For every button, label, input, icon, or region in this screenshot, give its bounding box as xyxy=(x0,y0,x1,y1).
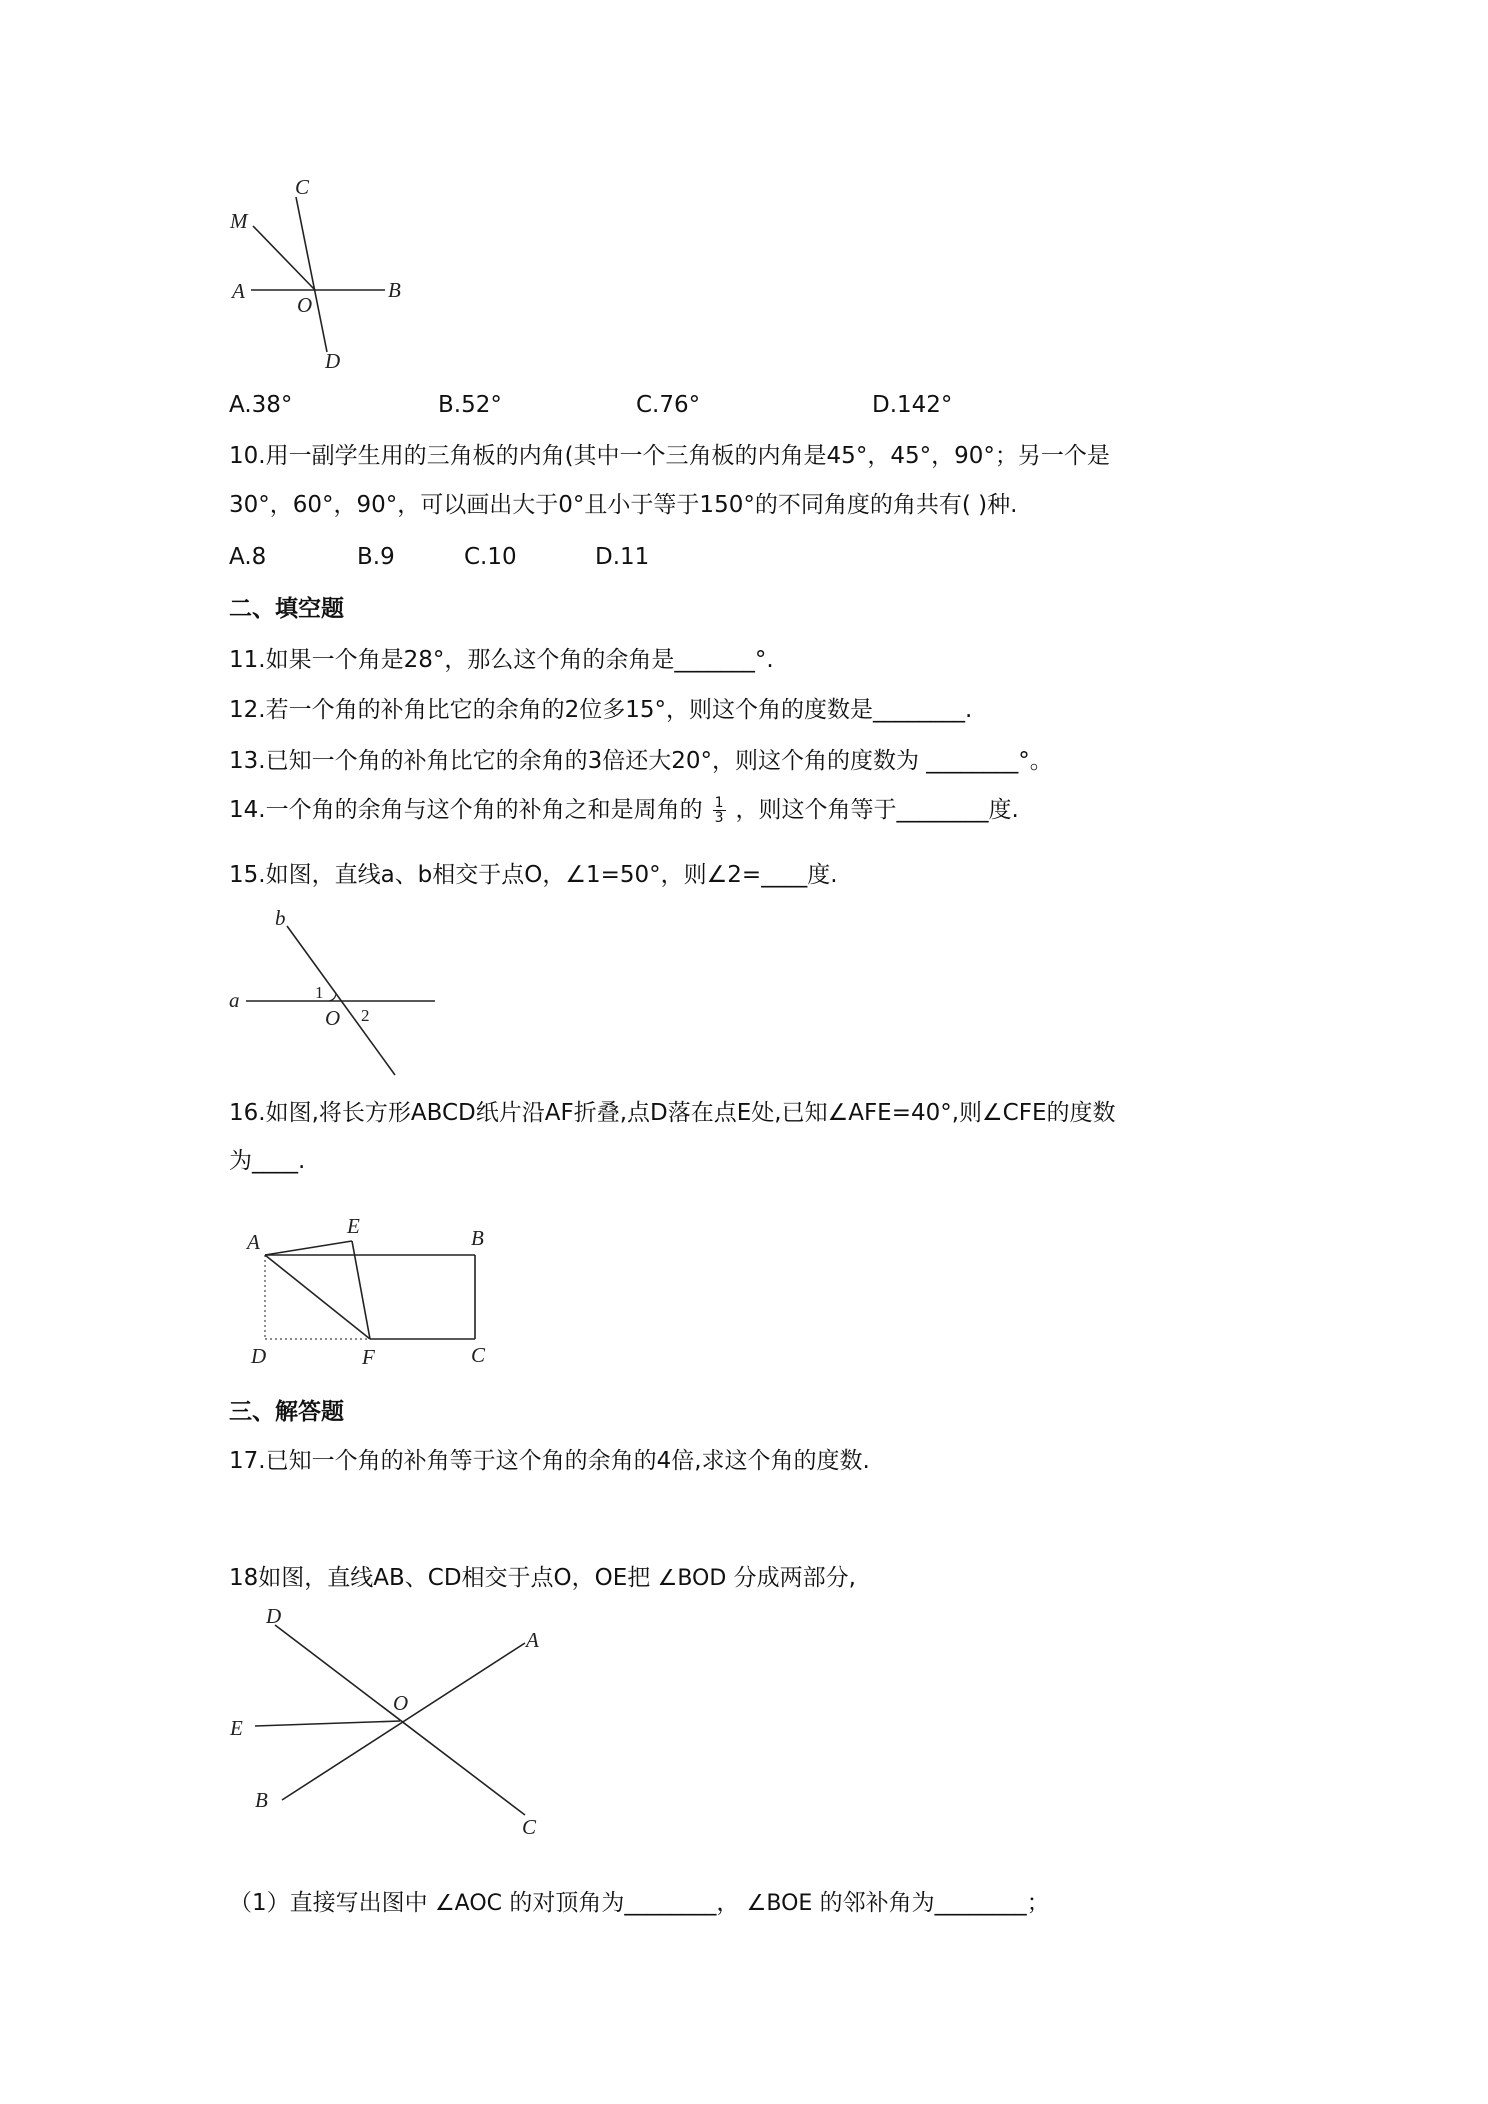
label-m: M xyxy=(230,209,248,233)
q10-line2: 30°，60°，90°，可以画出大于0°且小于等于150°的不同角度的角共有( )种. xyxy=(229,492,1018,518)
angle-bod-symbol: ∠BOD xyxy=(657,1566,727,1591)
label-c: C xyxy=(471,1343,486,1367)
q9-option-c: C.76° xyxy=(636,392,701,418)
q16-line1: 16.如图,将长方形ABCD纸片沿AF折叠,点D落在点E处,已知∠AFE=40°,则∠CFE的度数 xyxy=(229,1100,1116,1126)
label-b: B xyxy=(388,278,401,302)
figure-intersecting-lines-q18 xyxy=(225,1605,565,1840)
q10-option-c: C.10 xyxy=(464,544,517,570)
label-b: B xyxy=(471,1226,484,1250)
section-fill-in-title: 二、填空题 xyxy=(229,595,344,622)
label-o: O xyxy=(325,1006,341,1030)
q10-line1: 10.用一副学生用的三角板的内角(其中一个三角板的内角是45°，45°，90°；另一个是 xyxy=(229,443,1110,469)
label-b: b xyxy=(275,906,286,930)
q18-1-text-2: 的对顶角为________， xyxy=(509,1890,740,1916)
question-15: 15.如图，直线a、b相交于点O，∠1=50°，则∠2=____度. xyxy=(229,862,838,888)
angle-boe-symbol: ∠BOE xyxy=(746,1891,813,1916)
q10-option-a: A.8 xyxy=(229,544,267,570)
label-o: O xyxy=(393,1691,409,1715)
q16-line2: 为____. xyxy=(229,1148,306,1174)
fraction-denominator: 3 xyxy=(714,810,724,826)
label-a: A xyxy=(247,1230,260,1254)
question-18 xyxy=(229,1563,856,1594)
label-angle-1: 1 xyxy=(315,983,324,1002)
figure-intersecting-lines-q15 xyxy=(225,905,450,1080)
figure-angle-q9 xyxy=(225,172,425,377)
label-d: D xyxy=(325,349,341,373)
q18-1-text-3: 的邻补角为________； xyxy=(819,1890,1050,1916)
question-11: 11.如果一个角是28°，那么这个角的余角是_______°. xyxy=(229,647,774,673)
label-f: F xyxy=(362,1345,375,1369)
q18-text-after: 分成两部分, xyxy=(733,1565,856,1591)
q9-option-a: A.38° xyxy=(229,392,293,418)
question-17: 17.已知一个角的补角等于这个角的余角的4倍,求这个角的度数. xyxy=(229,1448,870,1474)
label-d: D xyxy=(251,1344,267,1368)
q14-text-before: 14.一个角的余角与这个角的补角之和是周角的 xyxy=(229,797,703,823)
q18-text-before: 18如图，直线AB、CD相交于点O，OE把 xyxy=(229,1565,651,1591)
label-a: a xyxy=(229,988,240,1012)
q18-1-text-1: （1）直接写出图中 xyxy=(229,1890,428,1916)
angle-aoc-symbol: ∠AOC xyxy=(434,1891,503,1916)
q9-option-d: D.142° xyxy=(872,392,953,418)
label-o: O xyxy=(297,293,313,317)
label-c: C xyxy=(295,175,310,199)
label-e: E xyxy=(347,1214,360,1238)
figure-folded-rectangle-q16 xyxy=(225,1205,505,1370)
fraction-numerator: 1 xyxy=(714,795,724,811)
question-18-part-1 xyxy=(229,1888,1050,1919)
section-solution-title: 三、解答题 xyxy=(229,1398,344,1425)
label-angle-2: 2 xyxy=(361,1006,370,1025)
q10-option-b: B.9 xyxy=(357,544,395,570)
q10-option-d: D.11 xyxy=(595,544,650,570)
question-12: 12.若一个角的补角比它的余角的2位多15°，则这个角的度数是________. xyxy=(229,697,973,723)
label-c: C xyxy=(522,1815,537,1839)
question-13: 13.已知一个角的补角比它的余角的3倍还大20°，则这个角的度数为 ________°。 xyxy=(229,748,1053,774)
label-a: A xyxy=(232,279,245,303)
label-e: E xyxy=(230,1716,243,1740)
label-d: D xyxy=(266,1605,282,1628)
label-a: A xyxy=(526,1628,539,1652)
q14-text-after: ，则这个角等于________度. xyxy=(735,797,1019,823)
fraction-one-third xyxy=(713,796,726,825)
q9-option-b: B.52° xyxy=(438,392,502,418)
question-14 xyxy=(229,795,1019,825)
label-b: B xyxy=(255,1788,268,1812)
